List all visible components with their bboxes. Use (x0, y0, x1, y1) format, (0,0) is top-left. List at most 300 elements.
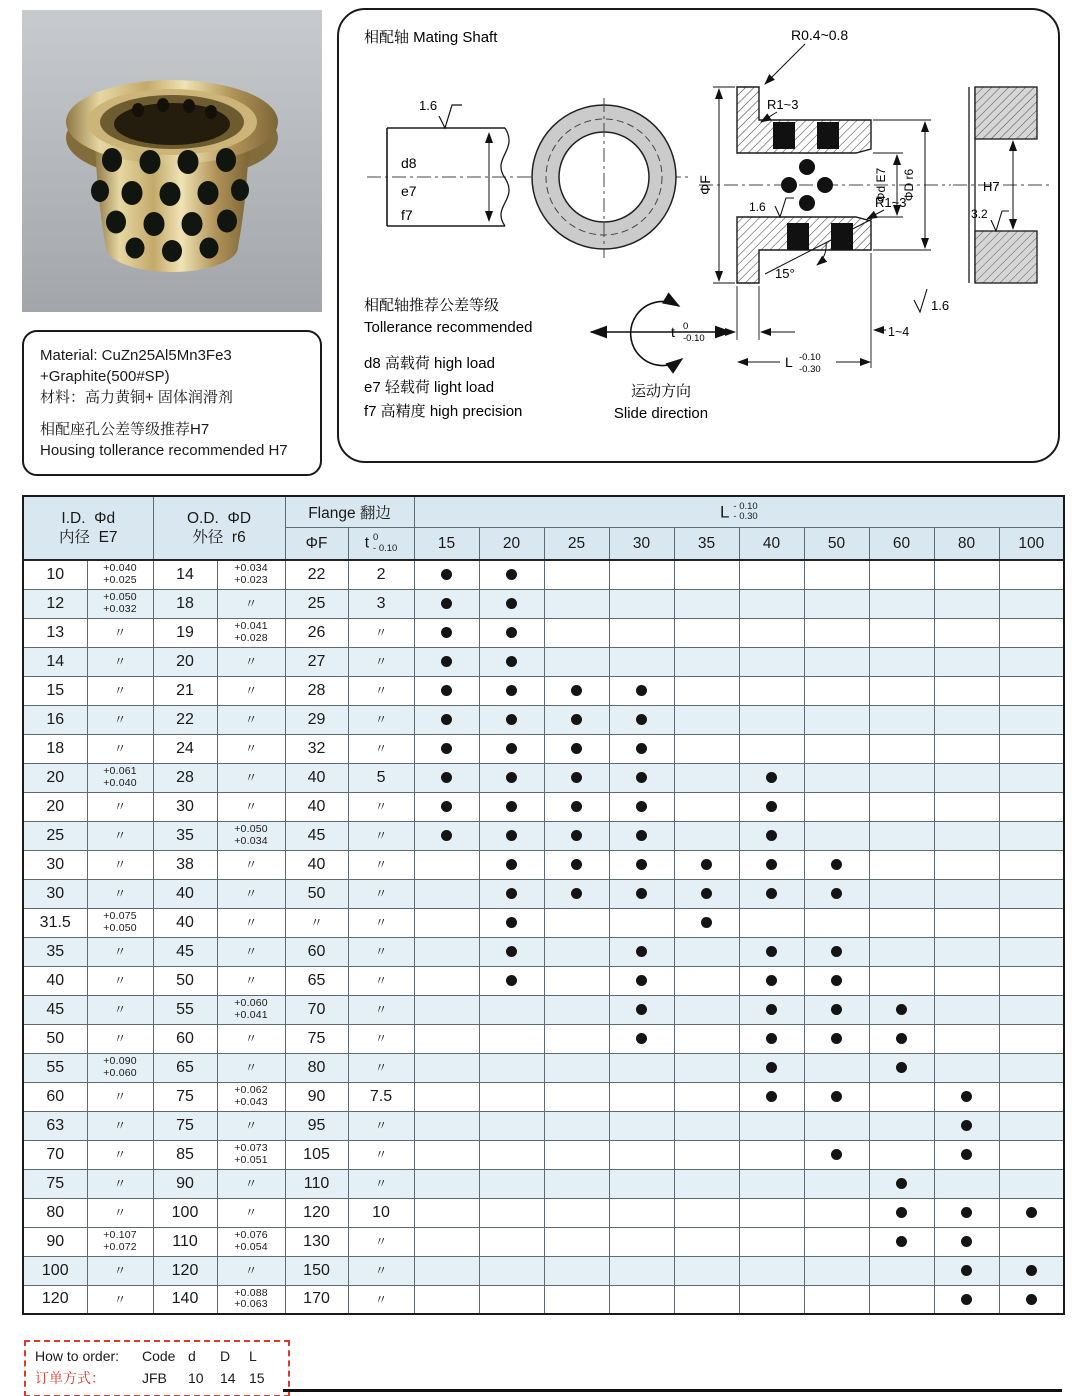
order-label-en: How to order: (35, 1348, 120, 1364)
availability-dot (831, 888, 842, 899)
id-cell: 25 (23, 821, 87, 850)
dim-l-upper: -0.10 (799, 352, 821, 363)
l-cell-25 (544, 850, 609, 879)
fillet-radius-bottom-leader (867, 210, 884, 219)
availability-dot (831, 859, 842, 870)
id-cell: 14 (23, 647, 87, 676)
id-cell: 16 (23, 705, 87, 734)
l-cell-80 (934, 850, 999, 879)
l-cell-40 (739, 879, 804, 908)
l-cell-25 (544, 1053, 609, 1082)
header-od-top: O.D. ΦD (187, 509, 252, 527)
l-cell-100 (999, 1053, 1064, 1082)
id-cell: 63 (23, 1111, 87, 1140)
od-cell: 85 (153, 1140, 217, 1169)
od-cell: 120 (153, 1256, 217, 1285)
l-cell-60 (869, 1227, 934, 1256)
header-od-bottom: 外径 r6 (192, 529, 246, 546)
l-cell-40 (739, 908, 804, 937)
id-tol-cell: 〃 (87, 618, 153, 647)
availability-dot (506, 946, 517, 957)
l-cell-100 (999, 792, 1064, 821)
l-cell-30 (609, 618, 674, 647)
l-cell-60 (869, 850, 934, 879)
l-cell-50 (804, 1111, 869, 1140)
flange-f-cell: 29 (285, 705, 348, 734)
l-cell-20 (479, 589, 544, 618)
l-cell-60 (869, 908, 934, 937)
id-cell: 80 (23, 1198, 87, 1227)
size-row (23, 647, 1064, 676)
l-cell-15 (414, 1140, 479, 1169)
l-cell-35 (674, 763, 739, 792)
l-cell-100 (999, 1169, 1064, 1198)
order-d-label: d (188, 1348, 196, 1364)
size-row (23, 995, 1064, 1024)
id-cell: 20 (23, 763, 87, 792)
l-cell-30 (609, 1256, 674, 1285)
header-l-upper: - 0.10 (733, 500, 758, 512)
id-tol-cell: 〃 (87, 995, 153, 1024)
l-cell-30 (609, 734, 674, 763)
l-cell-25 (544, 647, 609, 676)
l-cell-25 (544, 937, 609, 966)
l-cell-80 (934, 1227, 999, 1256)
id-cell: 90 (23, 1227, 87, 1256)
l-cell-15 (414, 821, 479, 850)
size-row (23, 792, 1064, 821)
availability-dot (766, 859, 777, 870)
availability-dot (961, 1120, 972, 1131)
flange-f-cell: 26 (285, 618, 348, 647)
l-cell-40 (739, 1285, 804, 1314)
l-cell-50 (804, 879, 869, 908)
id-cell: 50 (23, 1024, 87, 1053)
technical-drawing (339, 10, 1058, 461)
od-cell: 40 (153, 908, 217, 937)
l-cell-80 (934, 937, 999, 966)
l-cell-50 (804, 676, 869, 705)
l-cell-40 (739, 676, 804, 705)
flange-t-cell: 〃 (348, 1140, 414, 1169)
l-cell-15 (414, 560, 479, 589)
l-cell-80 (934, 1256, 999, 1285)
l-cell-100 (999, 1082, 1064, 1111)
availability-dot (441, 685, 452, 696)
availability-dot (766, 1091, 777, 1102)
id-tol-cell: 〃 (87, 1140, 153, 1169)
od-tol-cell: +0.041 +0.028 (217, 618, 285, 647)
flange-f-cell: 70 (285, 995, 348, 1024)
l-cell-40 (739, 821, 804, 850)
id-cell: 10 (23, 560, 87, 589)
availability-dot (506, 830, 517, 841)
l-cell-35 (674, 908, 739, 937)
flange-f-cell: 27 (285, 647, 348, 676)
availability-dot (506, 714, 517, 725)
availability-dot (701, 917, 712, 928)
od-cell: 40 (153, 879, 217, 908)
size-row (23, 1053, 1064, 1082)
l-cell-35 (674, 1024, 739, 1053)
l-cell-50 (804, 995, 869, 1024)
availability-dot (1026, 1207, 1037, 1218)
l-cell-60 (869, 1256, 934, 1285)
flange-t-cell: 10 (348, 1198, 414, 1227)
header-id-bottom: 内径 E7 (58, 529, 118, 546)
l-cell-60 (869, 1169, 934, 1198)
fillet-radius-top: R1~3 (767, 97, 799, 112)
header-l-col: 35 (674, 528, 739, 561)
l-cell-100 (999, 763, 1064, 792)
id-tol-cell: 〃 (87, 647, 153, 676)
od-cell: 20 (153, 647, 217, 676)
l-cell-35 (674, 618, 739, 647)
od-cell: 45 (153, 937, 217, 966)
id-tol-cell: 〃 (87, 1111, 153, 1140)
l-cell-20 (479, 1198, 544, 1227)
availability-dot (831, 946, 842, 957)
availability-dot (961, 1091, 972, 1102)
size-row (23, 966, 1064, 995)
size-row (23, 676, 1064, 705)
l-cell-15 (414, 618, 479, 647)
l-cell-60 (869, 763, 934, 792)
l-cell-35 (674, 821, 739, 850)
od-cell: 14 (153, 560, 217, 589)
availability-dot (571, 801, 582, 812)
l-cell-30 (609, 1198, 674, 1227)
l-cell-30 (609, 560, 674, 589)
shaft-roughness-value: 1.6 (419, 98, 438, 113)
housing-fit-label: H7 (983, 179, 1000, 194)
header-l-col: 80 (934, 528, 999, 561)
l-cell-35 (674, 1111, 739, 1140)
flange-radius-leader (765, 44, 805, 84)
l-cell-80 (934, 1111, 999, 1140)
flange-t-cell: 〃 (348, 647, 414, 676)
id-cell: 55 (23, 1053, 87, 1082)
id-tol-cell: 〃 (87, 966, 153, 995)
availability-dot (961, 1294, 972, 1305)
header-t-upper: 0 (373, 532, 379, 544)
flange-f-cell: 105 (285, 1140, 348, 1169)
l-cell-15 (414, 1111, 479, 1140)
size-row (23, 560, 1064, 589)
availability-dot (636, 946, 647, 957)
shaft-fit-d8: d8 (401, 155, 417, 171)
availability-dot (506, 656, 517, 667)
l-cell-100 (999, 1256, 1064, 1285)
l-cell-25 (544, 879, 609, 908)
availability-dot (506, 859, 517, 870)
l-cell-50 (804, 1140, 869, 1169)
availability-dot (896, 1178, 907, 1189)
l-cell-50 (804, 821, 869, 850)
od-tol-cell: 〃 (217, 705, 285, 734)
l-cell-40 (739, 1140, 804, 1169)
size-row (23, 618, 1064, 647)
l-cell-30 (609, 966, 674, 995)
header-l-col: 30 (609, 528, 674, 561)
size-row (23, 1111, 1064, 1140)
flange-f-cell: 150 (285, 1256, 348, 1285)
l-cell-100 (999, 995, 1064, 1024)
l-cell-15 (414, 647, 479, 676)
size-row (23, 589, 1064, 618)
size-table (22, 495, 1065, 1315)
l-cell-80 (934, 763, 999, 792)
id-tol-cell: 〃 (87, 850, 153, 879)
size-row (23, 705, 1064, 734)
l-cell-100 (999, 647, 1064, 676)
availability-dot (1026, 1294, 1037, 1305)
order-D-value: 14 (220, 1370, 236, 1386)
l-cell-50 (804, 1053, 869, 1082)
flange-f-cell: 28 (285, 676, 348, 705)
l-cell-50 (804, 647, 869, 676)
availability-dot (831, 1149, 842, 1160)
l-cell-25 (544, 705, 609, 734)
l-cell-100 (999, 879, 1064, 908)
l-cell-40 (739, 589, 804, 618)
l-cell-60 (869, 1082, 934, 1111)
order-code-label: Code (142, 1348, 176, 1364)
flange-t-cell: 〃 (348, 1256, 414, 1285)
material-line-1: Material: CuZn25Al5Mn3Fe3 (40, 347, 232, 364)
id-tol-cell: +0.040 +0.025 (87, 560, 153, 589)
id-cell: 75 (23, 1169, 87, 1198)
l-cell-35 (674, 1285, 739, 1314)
size-row (23, 879, 1064, 908)
l-cell-20 (479, 1082, 544, 1111)
l-cell-60 (869, 734, 934, 763)
l-cell-40 (739, 1169, 804, 1198)
id-tol-cell: +0.107 +0.072 (87, 1227, 153, 1256)
od-tol-cell: 〃 (217, 908, 285, 937)
availability-dot (636, 830, 647, 841)
l-cell-30 (609, 995, 674, 1024)
l-cell-80 (934, 1082, 999, 1111)
od-cell: 110 (153, 1227, 217, 1256)
l-cell-35 (674, 1227, 739, 1256)
flange-t-cell: 〃 (348, 1227, 414, 1256)
section-top-half (737, 87, 871, 153)
l-cell-15 (414, 763, 479, 792)
dim-flange-dia: ΦF (697, 175, 713, 195)
l-cell-40 (739, 966, 804, 995)
l-cell-50 (804, 618, 869, 647)
l-cell-100 (999, 1198, 1064, 1227)
l-cell-60 (869, 966, 934, 995)
availability-dot (766, 1062, 777, 1073)
l-cell-40 (739, 1227, 804, 1256)
l-cell-20 (479, 705, 544, 734)
l-cell-80 (934, 647, 999, 676)
size-row (23, 821, 1064, 850)
fillet-radius-bottom: R1~3 (875, 195, 907, 210)
od-cell: 75 (153, 1082, 217, 1111)
id-tol-cell: 〃 (87, 879, 153, 908)
availability-dot (506, 598, 517, 609)
dim-outer-dia: ΦD r6 (902, 168, 916, 202)
l-cell-25 (544, 1227, 609, 1256)
l-cell-40 (739, 937, 804, 966)
l-cell-20 (479, 1256, 544, 1285)
l-cell-20 (479, 763, 544, 792)
od-tol-cell: 〃 (217, 1111, 285, 1140)
id-cell: 15 (23, 676, 87, 705)
l-cell-50 (804, 1198, 869, 1227)
l-cell-20 (479, 1111, 544, 1140)
l-cell-50 (804, 705, 869, 734)
l-cell-80 (934, 1285, 999, 1314)
id-tol-cell: 〃 (87, 705, 153, 734)
dim-l-label: L (785, 354, 793, 370)
availability-dot (441, 772, 452, 783)
l-cell-50 (804, 560, 869, 589)
od-tol-cell: 〃 (217, 1053, 285, 1082)
flange-t-cell: 〃 (348, 1024, 414, 1053)
l-cell-60 (869, 937, 934, 966)
l-cell-80 (934, 1198, 999, 1227)
flange-f-cell: 45 (285, 821, 348, 850)
l-cell-50 (804, 763, 869, 792)
l-cell-60 (869, 1024, 934, 1053)
page-bottom-rule (283, 1389, 1062, 1392)
l-cell-35 (674, 995, 739, 1024)
availability-dot (1026, 1265, 1037, 1276)
l-cell-35 (674, 879, 739, 908)
l-cell-80 (934, 1053, 999, 1082)
l-cell-25 (544, 676, 609, 705)
flange-f-cell: 40 (285, 850, 348, 879)
header-l (414, 496, 1064, 528)
chamfer-length-label: 1~4 (888, 325, 910, 339)
id-cell: 35 (23, 937, 87, 966)
od-tol-cell: +0.062 +0.043 (217, 1082, 285, 1111)
technical-drawing-box (337, 8, 1060, 463)
bore-roughness-value: 1.6 (749, 200, 766, 214)
order-L-label: L (249, 1348, 257, 1364)
od-cell: 19 (153, 618, 217, 647)
id-tol-cell: +0.061 +0.040 (87, 763, 153, 792)
l-cell-15 (414, 1285, 479, 1314)
id-tol-cell: 〃 (87, 1198, 153, 1227)
l-cell-25 (544, 908, 609, 937)
header-l-col: 20 (479, 528, 544, 561)
id-cell: 40 (23, 966, 87, 995)
housing-tolerance-en: Housing tollerance recommended H7 (40, 442, 288, 459)
flange-f-cell: 75 (285, 1024, 348, 1053)
od-tol-cell: 〃 (217, 850, 285, 879)
availability-dot (506, 917, 517, 928)
l-cell-100 (999, 937, 1064, 966)
l-cell-25 (544, 1198, 609, 1227)
l-cell-35 (674, 1169, 739, 1198)
l-cell-15 (414, 1198, 479, 1227)
l-cell-30 (609, 850, 674, 879)
header-flange-f: ΦF (285, 528, 348, 561)
availability-dot (896, 1236, 907, 1247)
shaft-fit-f7: f7 (401, 207, 413, 223)
l-cell-30 (609, 1111, 674, 1140)
availability-dot (441, 830, 452, 841)
availability-dot (571, 859, 582, 870)
header-l-col: 60 (869, 528, 934, 561)
availability-dot (701, 888, 712, 899)
flange-f-cell: 60 (285, 937, 348, 966)
flange-f-cell: 90 (285, 1082, 348, 1111)
l-cell-15 (414, 1024, 479, 1053)
dim-t-upper: 0 (683, 321, 689, 332)
l-cell-25 (544, 560, 609, 589)
header-id-top: I.D. Φd (61, 509, 116, 527)
l-cell-35 (674, 705, 739, 734)
flange-t-cell: 〃 (348, 821, 414, 850)
l-cell-30 (609, 1285, 674, 1314)
od-cell: 100 (153, 1198, 217, 1227)
l-cell-25 (544, 792, 609, 821)
tolerance-title-en: Tollerance recommended (364, 319, 533, 336)
id-tol-cell: +0.050 +0.032 (87, 589, 153, 618)
fit-line-f7: f7 高精度 high precision (364, 403, 523, 420)
l-cell-60 (869, 879, 934, 908)
l-cell-80 (934, 879, 999, 908)
roughness-icon (991, 211, 1009, 231)
flange-t-cell: 〃 (348, 937, 414, 966)
l-cell-35 (674, 589, 739, 618)
material-line-3: 材料：高力黄铜+ 固体润滑剂 (40, 389, 233, 406)
l-cell-80 (934, 908, 999, 937)
l-cell-60 (869, 1053, 934, 1082)
l-cell-15 (414, 850, 479, 879)
flange-f-cell: 25 (285, 589, 348, 618)
header-l-col: 25 (544, 528, 609, 561)
size-row (23, 937, 1064, 966)
availability-dot (636, 685, 647, 696)
order-box (24, 1340, 290, 1396)
size-row (23, 763, 1064, 792)
availability-dot (766, 801, 777, 812)
od-tol-cell: 〃 (217, 647, 285, 676)
l-cell-25 (544, 1111, 609, 1140)
availability-dot (571, 685, 582, 696)
l-cell-40 (739, 792, 804, 821)
availability-dot (896, 1033, 907, 1044)
l-cell-60 (869, 676, 934, 705)
l-cell-35 (674, 850, 739, 879)
l-cell-20 (479, 792, 544, 821)
availability-dot (636, 772, 647, 783)
l-cell-50 (804, 1285, 869, 1314)
od-cell: 21 (153, 676, 217, 705)
l-cell-15 (414, 589, 479, 618)
l-cell-40 (739, 995, 804, 1024)
header-l-lower: - 0.30 (733, 511, 758, 522)
l-cell-25 (544, 1285, 609, 1314)
l-cell-80 (934, 966, 999, 995)
od-tol-cell: 〃 (217, 676, 285, 705)
l-cell-100 (999, 966, 1064, 995)
size-row (23, 1024, 1064, 1053)
l-cell-35 (674, 966, 739, 995)
od-tol-cell: 〃 (217, 1198, 285, 1227)
l-cell-80 (934, 676, 999, 705)
od-cell: 28 (153, 763, 217, 792)
od-tol-cell: +0.060 +0.041 (217, 995, 285, 1024)
l-cell-40 (739, 763, 804, 792)
